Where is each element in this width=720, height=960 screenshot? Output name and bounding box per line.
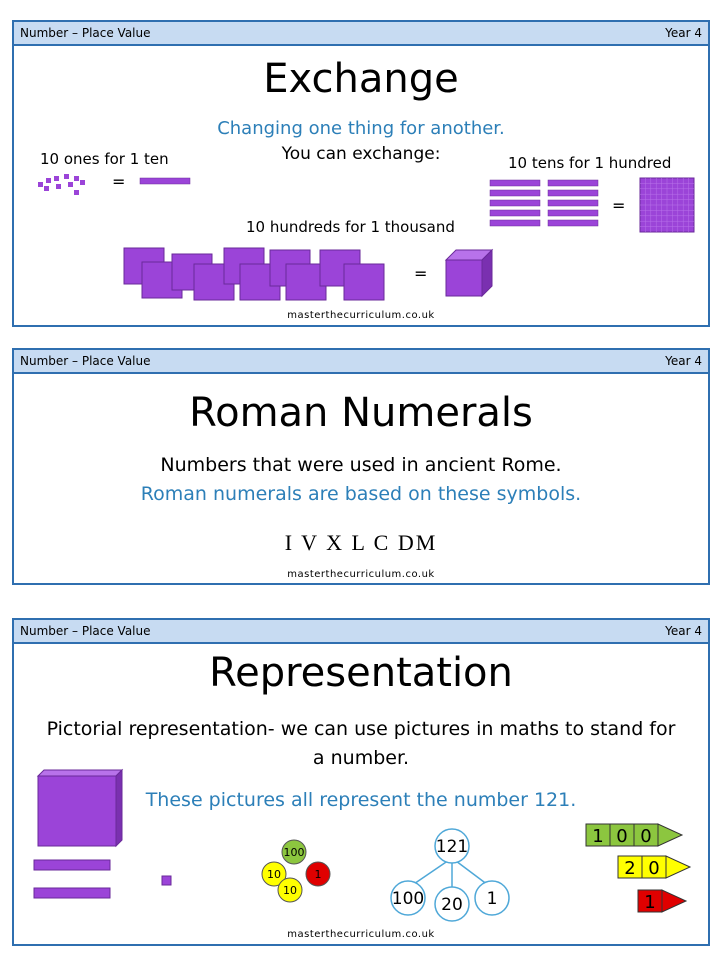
header-subject: Number – Place Value [20,354,151,368]
tens-example-label: 10 tens for 1 hundred [508,154,672,172]
exchange-card [12,20,710,327]
card-footer: masterthecurriculum.co.uk [287,310,435,321]
header-year: Year 4 [665,354,702,368]
counter-hundred: 100 [283,846,305,859]
whole-value: 121 [435,837,469,857]
card-header [14,22,708,46]
counter-ten: 10 [283,884,297,897]
card-title: Roman Numerals [189,390,533,436]
card-title: Exchange [263,56,459,102]
arrow-card-digit: 0 [640,826,652,847]
header-year: Year 4 [665,624,702,638]
ones-cubes-image [34,172,94,202]
part-value: 20 [441,895,463,915]
ones-example-label: 10 ones for 1 ten [40,150,169,168]
arrow-card-digit: 0 [616,826,628,847]
ten-rod-image [140,178,192,186]
base-ten-blocks-image [34,768,174,908]
card-title: Representation [209,650,513,696]
arrow-card-digit: 1 [644,892,656,913]
part-value: 100 [391,889,425,909]
thousand-cube-image [446,250,496,300]
card-footer: masterthecurriculum.co.uk [287,569,435,580]
equals-sign: = [112,172,126,191]
card-lead: You can exchange: [281,144,441,164]
card-header [14,350,708,374]
part-whole-model [388,828,518,918]
roman-symbols: I V X L C DM [284,530,438,555]
card-line-2: a number. [312,747,410,769]
counter-ten: 10 [267,868,281,881]
arrow-cards [584,820,704,920]
ten-rods-image [490,180,610,230]
hundred-square-image [640,178,698,234]
part-value: 1 [486,889,498,909]
card-line-3: These pictures all represent the number 121. [145,789,577,811]
card-line-1: Pictorial representation- we can use pictures in maths to stand for [46,718,676,740]
card-line-1: Numbers that were used in ancient Rome. [160,454,562,476]
arrow-card-digit: 2 [624,858,636,879]
counter-one: 1 [314,868,322,881]
hundreds-example-label: 10 hundreds for 1 thousand [246,218,455,236]
card-footer: masterthecurriculum.co.uk [287,929,435,940]
roman-numerals-card [12,348,710,585]
header-year: Year 4 [665,26,702,40]
hundred-squares-image [124,246,404,306]
equals-sign: = [414,264,428,283]
header-subject: Number – Place Value [20,26,151,40]
card-line-2: Roman numerals are based on these symbols. [140,483,582,505]
place-value-counters [260,838,340,908]
arrow-card-digit: 0 [648,858,660,879]
card-header [14,620,708,644]
card-subtitle: Changing one thing for another. [217,118,505,139]
equals-sign: = [612,196,626,215]
header-subject: Number – Place Value [20,624,151,638]
representation-card [12,618,710,946]
arrow-card-digit: 1 [592,826,604,847]
